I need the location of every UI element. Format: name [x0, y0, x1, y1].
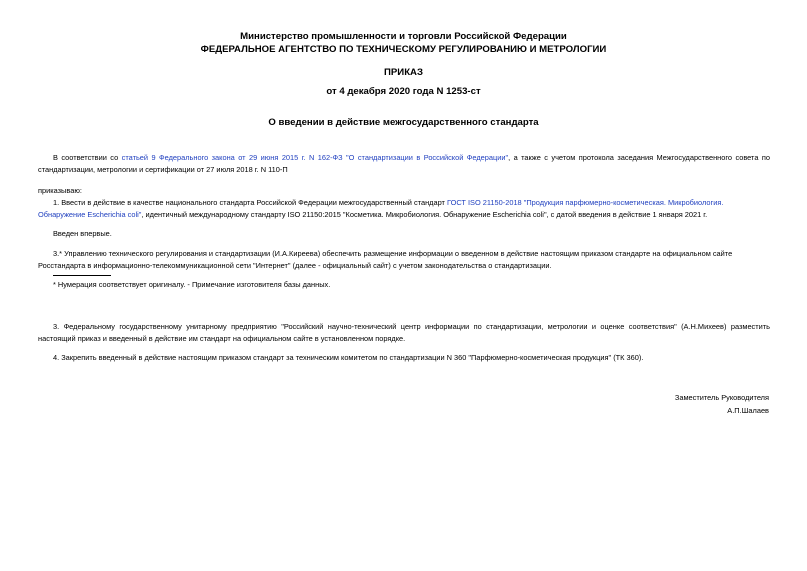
item-3-paragraph: 3. Федеральному государственному унитарному предприятию "Российский научно-технический центр информации по стандартизации, метрологии и оценке соответствия" (А.Н.Михеев) разместить настоящий приказ и введенный в действие им стандарт на официальном сайте в установленном порядке.: [38, 322, 770, 344]
federal-law-link[interactable]: статьей 9 Федерального закона от 29 июня 2015 г. N 162-ФЗ "О стандартизации в Российской Федерации": [121, 153, 509, 162]
doc-date: от 4 декабря 2020 года N 1253-ст: [326, 86, 481, 97]
preamble-paragraph: [38, 152, 770, 176]
footnote-text: * Нумерация соответствует оригиналу. - Примечание изготовителя базы данных.: [53, 280, 331, 289]
doc-type: ПРИКАЗ: [384, 67, 423, 78]
order-word: приказываю:: [38, 186, 82, 195]
agency-name: ФЕДЕРАЛЬНОЕ АГЕНТСТВО ПО ТЕХНИЧЕСКОМУ РЕГУЛИРОВАНИЮ И МЕТРОЛОГИИ: [200, 44, 607, 55]
item-1-text-end: , идентичный международному стандарту ISO 21150:2015 "Косметика. Микробиология. Обнаружение Escherichia coli", с датой введения в действие 1 января 2021 г.: [141, 210, 708, 220]
item-4-paragraph: 4. Закрепить введенный в действие настоящим приказом стандарт за техническим комитетом по стандартизации N 360 "Парфюмерно-косметическая продукция" (ТК 360).: [53, 353, 644, 362]
preamble-text-end: , а также с учетом протокола заседания Межгосударственного совета по стандартизации, метрологии и сертификации от 27 июля 2018 г. N 110-П: [38, 153, 770, 175]
item-1-text-start: 1. Ввести в действие в качестве национального стандарта Российской Федерации межгосударственный стандарт: [53, 198, 447, 207]
signatory-position: Заместитель Руководителя: [674, 393, 769, 402]
introduced-first-note: Введен впервые.: [53, 229, 112, 238]
item-3-star-paragraph: 3.* Управлению технического регулирования и стандартизации (И.А.Киреева) обеспечить размещение информации о введенном в действие настоящим приказом стандарте на официальном сайте Росстандарта в информационно-телекоммуникационной сети "Интернет" (далее - официальный сайт) с учетом законодательства о стандартизации.: [38, 249, 733, 271]
preamble-text-start: В соответствии со: [53, 153, 122, 162]
signatory-name: А.П.Шалаев: [727, 406, 769, 415]
ministry-name: Министерство промышленности и торговли Российской Федерации: [240, 31, 567, 42]
gost-standard-link[interactable]: ГОСТ ISO 21150-2018 "Продукция парфюмерно-косметическая. Микробиология. Обнаружение Escherichia coli": [38, 198, 724, 220]
footnote-divider: [53, 275, 111, 276]
item-1-paragraph: [38, 197, 770, 221]
doc-title: О введении в действие межгосударственного стандарта: [268, 117, 539, 128]
